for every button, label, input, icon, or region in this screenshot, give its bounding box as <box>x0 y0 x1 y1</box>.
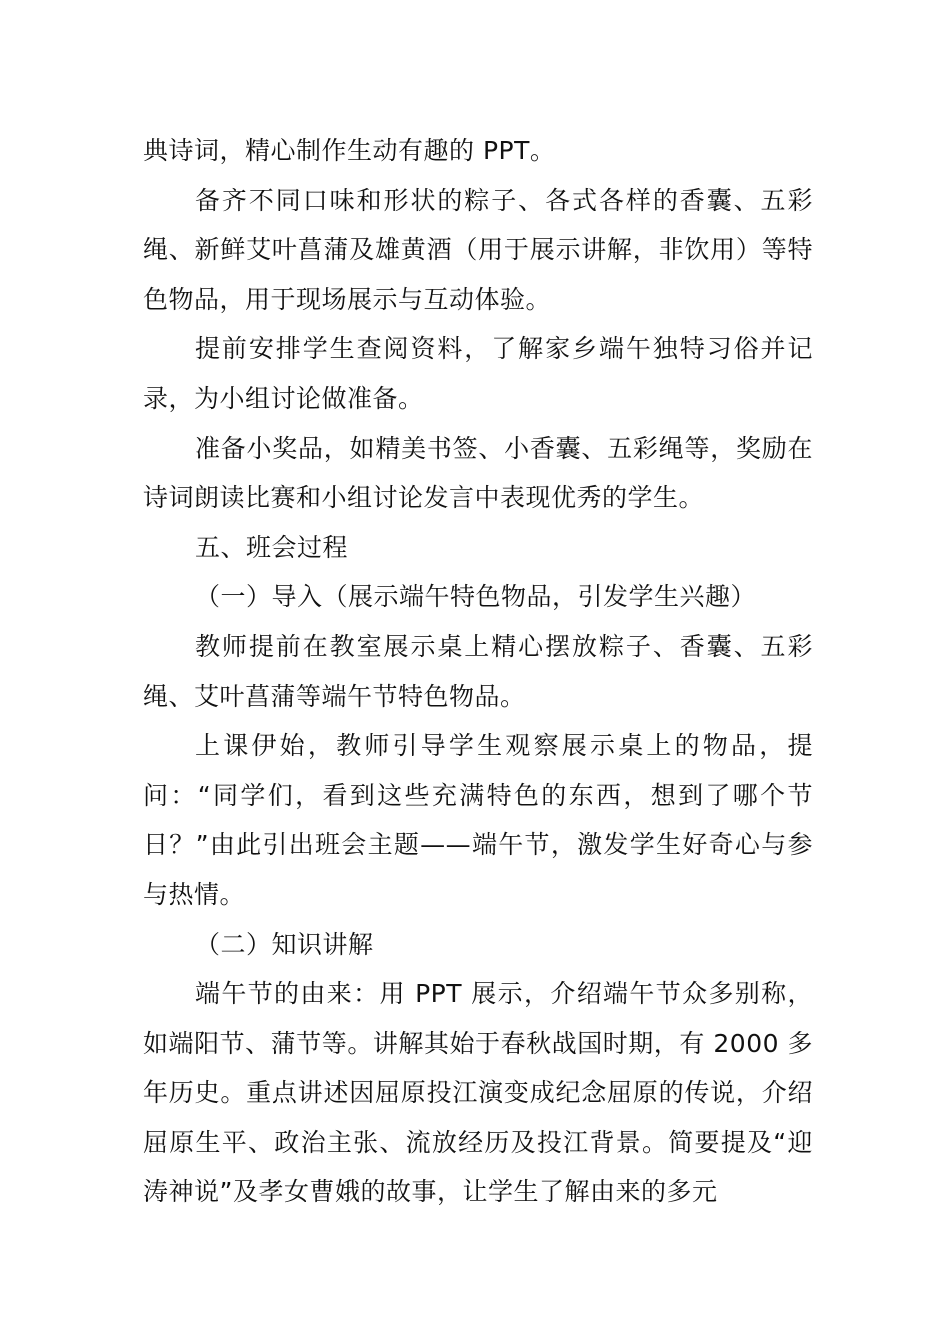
paragraph-class-start: 上课伊始，教师引导学生观察展示桌上的物品，提问：“同学们，看到这些充满特色的东西，想到了哪个节日？”由此引出班会主题——端午节，激发学生好奇心与参与热情。 <box>143 731 813 909</box>
paragraph-prizes: 准备小奖品，如精美书签、小香囊、五彩绳等，奖励在诗词朗读比赛和小组讨论发言中表现优秀的学生。 <box>143 433 813 513</box>
document-body <box>143 126 813 1217</box>
paragraph-continuation: 典诗词，精心制作生动有趣的 PPT。 <box>143 136 556 165</box>
subheading-introduction: （一）导入（展示端午特色物品，引发学生兴趣） <box>195 582 757 612</box>
subheading-knowledge: （二）知识讲解 <box>195 929 374 959</box>
section-heading-process: 五、班会过程 <box>195 532 349 562</box>
paragraph-prepare-items: 备齐不同口味和形状的粽子、各式各样的香囊、五彩绳、新鲜艾叶菖蒲及雄黄酒（用于展示讲解，非饮用）等特色物品，用于现场展示与互动体验。 <box>143 185 813 314</box>
paragraph-student-research: 提前安排学生查阅资料，了解家乡端午独特习俗并记录，为小组讨论做准备。 <box>143 334 813 413</box>
paragraph-display-table: 教师提前在教室展示桌上精心摆放粽子、香囊、五彩绳、艾叶菖蒲等端午节特色物品。 <box>143 631 813 711</box>
paragraph-origin: 端午节的由来：用 PPT 展示，介绍端午节众多别称，如端阳节、蒲节等。讲解其始于春秋战国时期，有 2000 多年历史。重点讲述因屈原投江演变成纪念屈原的传说，介绍屈原生平、政治主张、流放经历及投江背景。简要提及“迎涛神说”及孝女曹娥的故事，让学生了解由来的多元 <box>143 979 813 1207</box>
